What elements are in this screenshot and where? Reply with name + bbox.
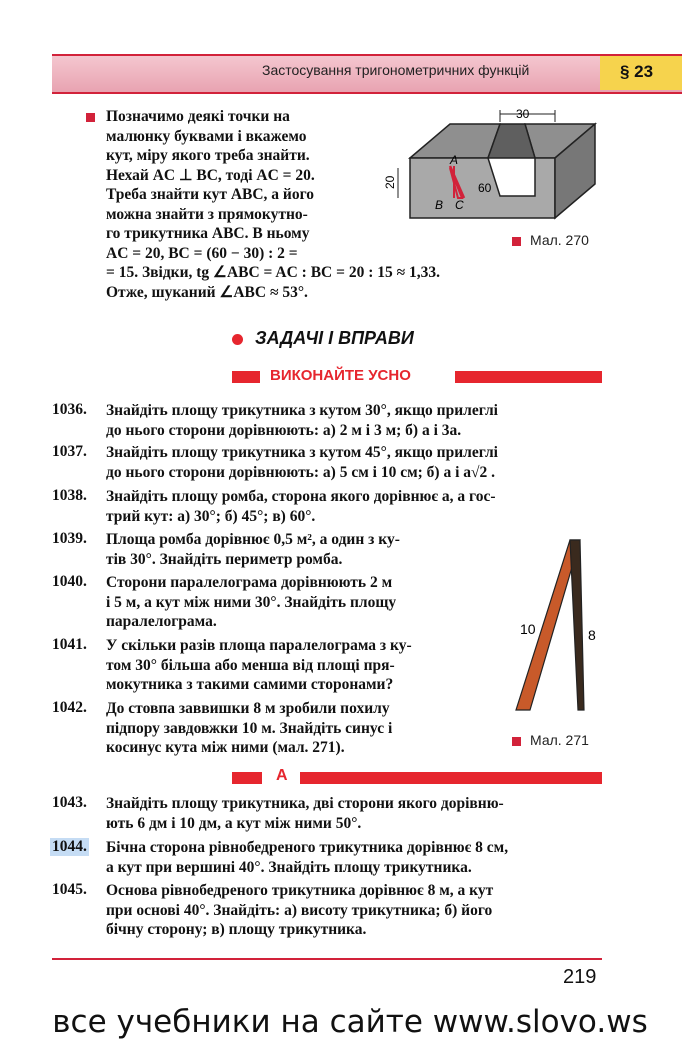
fig271-label-right: 8: [588, 627, 596, 643]
chapter-title: Застосування тригонометричних функцій: [262, 62, 530, 78]
task-number: 1038.: [52, 487, 87, 504]
figure-271-pole: [508, 536, 608, 716]
task-number: 1036.: [52, 401, 87, 418]
task-line: Бічна сторона рівнобедреного трикутника дорівнює 8 см,: [106, 839, 509, 856]
task-number: 1039.: [52, 530, 87, 547]
task-line: Основа рівнобедреного трикутника дорівнює 8 м, а кут: [106, 882, 494, 899]
section-number: § 23: [620, 62, 654, 81]
task-line: при основі 40°. Знайдіть: а) висоту трикутника; б) його: [106, 901, 493, 919]
fig270-label-left: 20: [383, 175, 397, 189]
task-text: [106, 401, 498, 440]
page-number: 219: [563, 966, 597, 988]
task-line: тів 30°. Знайдіть периметр ромба.: [106, 550, 343, 568]
a-level-heading: А: [276, 767, 288, 784]
task-line: а кут при вершині 40°. Знайдіть площу трикутника.: [106, 858, 472, 876]
task-line: ють 6 дм і 10 дм, а кут між ними 50°.: [106, 814, 362, 832]
section-bullet-icon: [232, 334, 243, 345]
task-text: [106, 881, 493, 940]
footer-site-text: все учебники на сайте www.slovo.ws: [52, 1004, 648, 1040]
intro-line: Треба знайти кут ABC, а його: [106, 186, 315, 203]
fig270-point-b: B: [435, 198, 444, 212]
caption-marker-icon: [512, 737, 521, 746]
task-text: [106, 794, 504, 833]
oral-heading-bar-left: [232, 371, 260, 383]
figure-270-block: [380, 106, 605, 231]
task-text: [106, 487, 496, 526]
a-heading-bar-right: [300, 772, 602, 784]
task-text: [106, 573, 396, 632]
fig270-label-top: 30: [516, 107, 530, 121]
task-text: [106, 838, 508, 877]
a-heading-bar-left: [232, 772, 262, 784]
intro-line: = 15. Звідки, tg ∠ABC = AC : BC = 20 : 15 ≈ 1,33.: [106, 264, 440, 281]
task-line: до нього сторони дорівнюють: а) 5 см і 10 см; б) a і a√2 .: [106, 463, 496, 481]
intro-line: Отже, шуканий ∠ABC ≈ 53°.: [106, 283, 308, 301]
task-line: підпору завдовжки 10 м. Знайдіть синус і: [106, 719, 393, 737]
task-line: Знайдіть площу трикутника з кутом 30°, якщо прилеглі: [106, 402, 498, 419]
task-line: Сторони паралелограма дорівнюють 2 м: [106, 574, 393, 591]
fig270-point-a: A: [450, 153, 459, 167]
task-line: У скільки разів площа паралелограма з ку-: [106, 637, 412, 654]
task-number: 1043.: [52, 794, 87, 811]
task-line: до нього сторони дорівнюють: а) 2 м і 3 м; б) a і 3a.: [106, 421, 462, 439]
task-line: трий кут: а) 30°; б) 45°; в) 60°.: [106, 507, 316, 525]
task-text: [106, 699, 392, 758]
task-text: [106, 443, 498, 482]
intro-line: Нехай AC ⊥ BC, тоді AC = 20.: [106, 166, 315, 184]
task-line: том 30° більша або менша від площі пря-: [106, 656, 395, 674]
intro-line: кут, міру якого треба знайти.: [106, 147, 310, 164]
intro-line: малюнку буквами і вкажемо: [106, 127, 307, 145]
task-line: мокутника з такими самими сторонами?: [106, 676, 394, 693]
task-number: 1042.: [52, 699, 87, 716]
task-line: Знайдіть площу трикутника з кутом 45°, якщо прилеглі: [106, 444, 498, 461]
task-line: До стовпа заввишки 8 м зробили похилу: [106, 700, 390, 717]
task-line: паралелограма.: [106, 613, 217, 630]
task-line: косинус кута між ними (мал. 271).: [106, 739, 345, 756]
figure-271-caption: Мал. 271: [530, 732, 589, 748]
intro-line: го трикутника ABC. В ньому: [106, 225, 310, 242]
task-number-highlighted: 1044.: [52, 838, 87, 855]
section-title: ЗАДАЧІ І ВПРАВИ: [255, 328, 414, 348]
oral-heading: ВИКОНАЙТЕ УСНО: [270, 367, 411, 384]
task-number: 1045.: [52, 881, 87, 898]
task-number: 1041.: [52, 636, 87, 653]
intro-line: AC = 20, BC = (60 − 30) : 2 =: [106, 244, 298, 262]
intro-line: Позначимо деякі точки на: [106, 108, 290, 125]
intro-line: можна знайти з прямокутно-: [106, 205, 308, 223]
task-number: 1037.: [52, 443, 87, 460]
task-line: Площа ромба дорівнює 0,5 м², а один з ку-: [106, 531, 400, 548]
fig270-point-c: C: [455, 198, 464, 212]
task-text: [106, 530, 400, 569]
fig271-label-left: 10: [520, 621, 536, 637]
task-text: [106, 636, 412, 695]
figure-270-caption: Мал. 270: [530, 232, 589, 248]
task-line: Знайдіть площу ромба, сторона якого дорівнює a, а гос-: [106, 488, 496, 505]
bottom-rule: [52, 958, 602, 960]
task-line: Знайдіть площу трикутника, дві сторони якого дорівню-: [106, 795, 504, 812]
fig270-label-bottom: 60: [478, 181, 492, 195]
caption-marker-icon: [512, 237, 521, 246]
oral-heading-bar-right: [455, 371, 602, 383]
section-number-badge: [600, 56, 682, 90]
bullet-square-icon: [86, 113, 95, 122]
task-line: бічну сторону; в) площу трикутника.: [106, 921, 367, 938]
task-line: і 5 м, а кут між ними 30°. Знайдіть площу: [106, 593, 397, 611]
task-number: 1040.: [52, 573, 87, 590]
